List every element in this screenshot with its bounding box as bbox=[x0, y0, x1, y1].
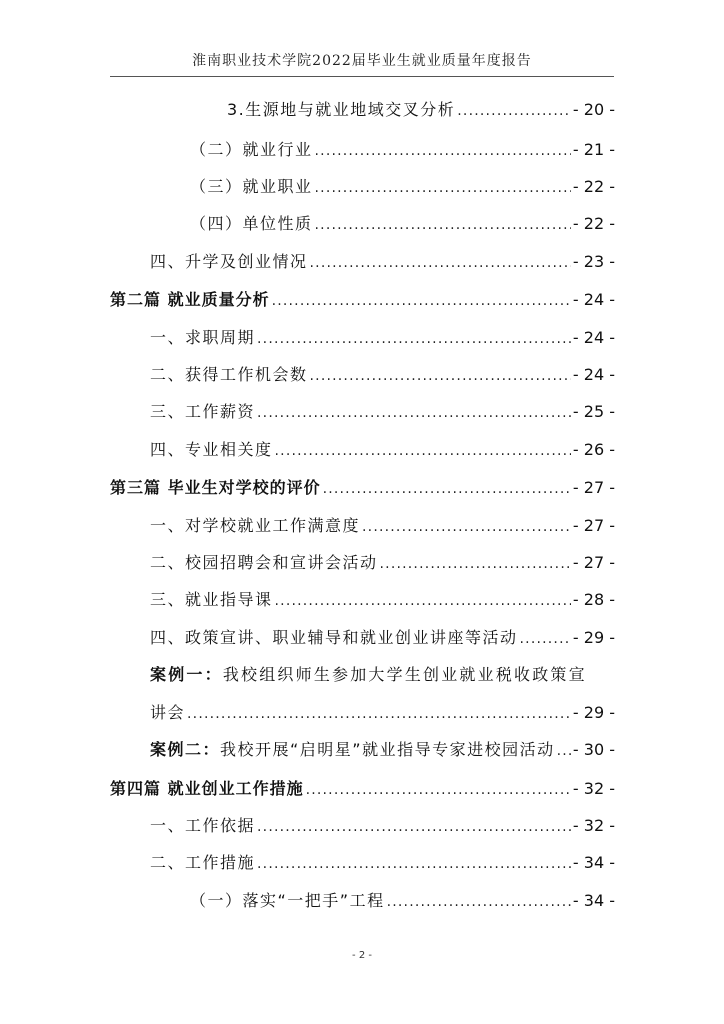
page-number: - 2 - bbox=[352, 950, 372, 961]
toc-entry-title: 一、对学校就业工作满意度 bbox=[150, 516, 361, 535]
dot-leader bbox=[457, 100, 571, 122]
toc-entry-title: 第四篇 就业创业工作措施 bbox=[110, 779, 304, 798]
toc-entry[interactable] bbox=[110, 357, 615, 387]
toc-entry[interactable] bbox=[110, 582, 615, 612]
toc-page-number: - 27 - bbox=[572, 478, 615, 497]
toc-page-number: - 22 - bbox=[572, 177, 615, 196]
toc-entry[interactable] bbox=[110, 132, 615, 162]
dot-leader bbox=[362, 516, 571, 538]
dot-leader bbox=[310, 365, 571, 387]
toc-entry-title: 二、工作措施 bbox=[150, 853, 256, 872]
toc-entry[interactable] bbox=[110, 845, 615, 875]
toc-page-number: - 28 - bbox=[572, 590, 615, 609]
toc-entry-title: 一、工作依据 bbox=[150, 816, 256, 835]
toc-entry-title: 四、专业相关度 bbox=[150, 440, 273, 459]
toc-entry[interactable] bbox=[110, 657, 615, 687]
dot-leader bbox=[323, 478, 571, 500]
toc-page-number: - 27 - bbox=[572, 553, 615, 572]
toc-entry[interactable] bbox=[110, 206, 615, 236]
toc-entry[interactable] bbox=[110, 883, 615, 913]
case-title: 我校组织师生参加大学生创业就业税收政策宣 bbox=[222, 665, 587, 684]
toc-entry-title: 三、工作薪资 bbox=[150, 402, 256, 421]
dot-leader bbox=[275, 590, 571, 612]
dot-leader bbox=[520, 628, 571, 650]
toc-entry[interactable] bbox=[110, 808, 615, 838]
toc-page-number: - 29 - bbox=[572, 703, 615, 722]
toc-page-number: - 24 - bbox=[572, 328, 615, 347]
dot-leader bbox=[272, 290, 571, 312]
page-footer bbox=[0, 950, 724, 961]
dot-leader bbox=[380, 553, 571, 575]
dot-leader bbox=[257, 853, 571, 875]
toc-page-number: - 20 - bbox=[572, 100, 615, 119]
toc-page-number: - 24 - bbox=[572, 365, 615, 384]
toc-page-number: - 34 - bbox=[572, 891, 615, 910]
toc-entry[interactable] bbox=[110, 620, 615, 650]
toc-entry-title: 讲会 bbox=[150, 703, 186, 722]
dot-leader bbox=[257, 402, 571, 424]
dot-leader bbox=[275, 440, 571, 462]
toc-page-number: - 30 - bbox=[572, 740, 615, 759]
toc-page-number: - 25 - bbox=[572, 402, 615, 421]
dot-leader bbox=[387, 891, 571, 913]
toc-entry-title: 四、政策宣讲、职业辅导和就业创业讲座等活动 bbox=[150, 628, 518, 647]
case-label: 案例一： bbox=[150, 665, 223, 684]
toc-entry-title: 一、求职周期 bbox=[150, 328, 256, 347]
case-title: 我校开展“启明星”就业指导专家进校园活动 bbox=[220, 740, 555, 759]
toc-entry[interactable] bbox=[110, 244, 615, 274]
toc-entry-title bbox=[150, 738, 557, 762]
toc-entry-title: 二、获得工作机会数 bbox=[150, 365, 308, 384]
toc-entry-title: 四、升学及创业情况 bbox=[150, 252, 308, 271]
toc-page-number: - 21 - bbox=[572, 140, 615, 159]
header-title: 淮南职业技术学院2022届毕业生就业质量年度报告 bbox=[192, 53, 532, 69]
dot-leader bbox=[187, 703, 571, 725]
toc-entry-title: 3.生源地与就业地域交叉分析 bbox=[227, 100, 456, 119]
toc-page-number: - 32 - bbox=[572, 816, 615, 835]
toc-entry[interactable] bbox=[110, 508, 615, 538]
toc-page-number: - 23 - bbox=[572, 252, 615, 271]
toc-page-number: - 29 - bbox=[572, 628, 615, 647]
toc-entry-title: （三）就业职业 bbox=[190, 177, 313, 196]
dot-leader bbox=[315, 214, 571, 236]
toc-chapter-entry[interactable] bbox=[110, 282, 615, 312]
toc-entry-title: （一）落实“一把手”工程 bbox=[190, 891, 385, 910]
toc-page-number: - 34 - bbox=[572, 853, 615, 872]
toc-page-number: - 22 - bbox=[572, 214, 615, 233]
toc-entry[interactable] bbox=[110, 432, 615, 462]
case-label: 案例二： bbox=[150, 740, 221, 759]
toc-page-number: - 24 - bbox=[572, 290, 615, 309]
dot-leader bbox=[310, 252, 571, 274]
dot-leader bbox=[257, 816, 571, 838]
dot-leader bbox=[315, 177, 571, 199]
dot-leader bbox=[557, 740, 571, 762]
dot-leader bbox=[257, 328, 571, 350]
toc-entry[interactable] bbox=[110, 732, 615, 762]
toc-entry-title: 二、校园招聘会和宣讲会活动 bbox=[150, 553, 378, 572]
toc-page-number: - 26 - bbox=[572, 440, 615, 459]
toc-entry-title: 第三篇 毕业生对学校的评价 bbox=[110, 478, 321, 497]
toc-entry[interactable] bbox=[110, 394, 615, 424]
toc-chapter-entry[interactable] bbox=[110, 470, 615, 500]
toc-entry-title: 三、就业指导课 bbox=[150, 590, 273, 609]
toc-entry-title: 第二篇 就业质量分析 bbox=[110, 290, 270, 309]
toc-chapter-entry[interactable] bbox=[110, 771, 615, 801]
toc-page-number: - 27 - bbox=[572, 516, 615, 535]
dot-leader bbox=[306, 779, 571, 801]
toc-entry[interactable] bbox=[110, 320, 615, 350]
toc-page-number: - 32 - bbox=[572, 779, 615, 798]
toc-entry[interactable] bbox=[110, 695, 615, 725]
toc-entry-title bbox=[150, 663, 589, 687]
toc-entry-title: （二）就业行业 bbox=[190, 140, 313, 159]
dot-leader bbox=[315, 140, 571, 162]
running-header bbox=[110, 50, 614, 77]
toc-entry[interactable] bbox=[110, 545, 615, 575]
toc-entry[interactable] bbox=[110, 92, 615, 122]
toc-entry[interactable] bbox=[110, 169, 615, 199]
toc-entry-title: （四）单位性质 bbox=[190, 214, 313, 233]
